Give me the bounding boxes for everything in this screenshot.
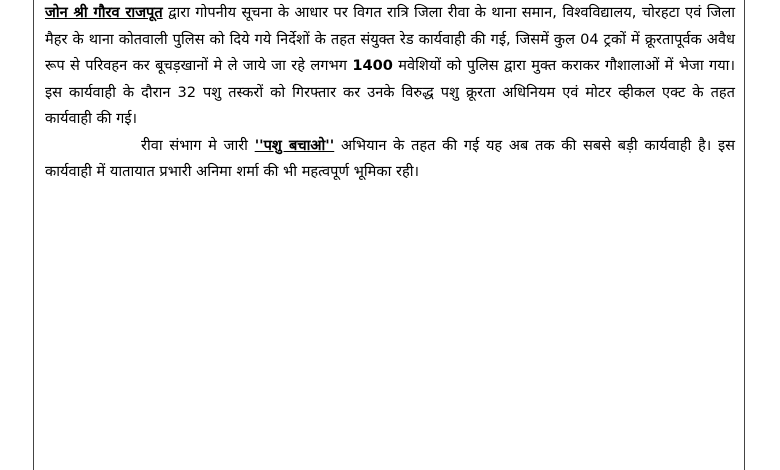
paragraph-1-text-b: मवेशियों को पुलिस द्वारा मुक्त कराकर गौशालाओं में भेजा गया। इस कार्यवाही के दौरान 32 पशु तस्करों को गिरफ्तार कर उनके विरुद्ध पशु क्रूरता अधिनियम एवं मोटर व्हीकल एक्ट के तहत कार्यवाही की गई।	[45, 57, 735, 127]
campaign-name: ''पशु बचाओ''	[254, 136, 335, 154]
officer-name: जोन श्री गौरव राजपूत	[45, 4, 163, 21]
document-body	[45, 0, 735, 186]
right-border-line	[744, 0, 745, 470]
paragraph-1	[45, 0, 735, 133]
paragraph-2-text-b: अभियान के तहत की गई यह अब तक की सबसे बड़ी कार्यवाही है। इस कार्यवाही में यातायात प्रभारी अनिमा शर्मा की भी महत्वपूर्ण भूमिका रही।	[45, 136, 736, 180]
paragraph-2-text-a: रीवा संभाग मे जारी	[141, 136, 255, 154]
paragraph-1-text-a: द्वारा गोपनीय सूचना के आधार पर विगत रात्रि जिला रीवा के थाना समान, विश्वविद्यालय, चोरहटा एवं जिला मैहर के थाना कोतवाली पुलिस को दिये गये निर्देशों के तहत संयुक्त रेड कार्यवाही की गई, जिसमें कुल 04 ट्रकों में क्रूरतापूर्वक अवैध रूप से परिवहन कर बूचड़खानों मे ले जाये जा रहे लगभग	[45, 4, 736, 74]
paragraph-2	[45, 133, 735, 186]
cattle-count: 1400	[352, 57, 393, 74]
left-border-line	[33, 0, 34, 470]
